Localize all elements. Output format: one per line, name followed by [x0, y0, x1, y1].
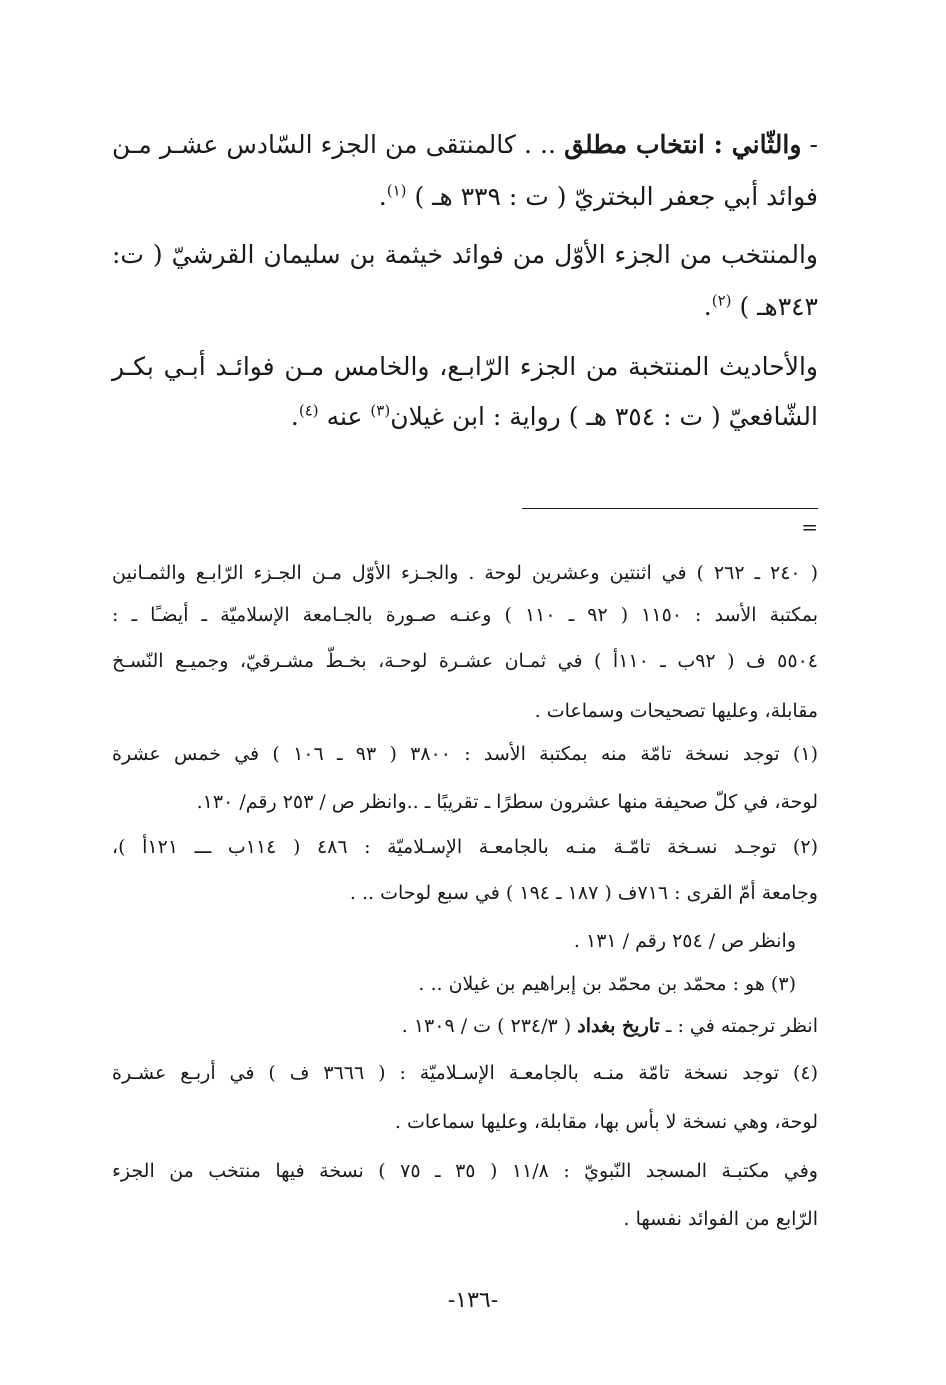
paragraph-1-line-2: فوائد أبي جعفر البختريّ ( ت : ٣٣٩ هـ ) $^{(١)}$. — [378, 181, 818, 211]
bold-heading: والثّاني : انتخاب مطلق — [564, 130, 802, 159]
footnote-1-line: لوحة، في كلّ صحيفة منها عشرون سطرًا ـ تقريبًا ـ ..وانظر ص / ٢٥٣ رقم/ ١٣٠. — [196, 791, 818, 813]
paragraph-2-line-2: ٣٤٣هـ ) $^{(٢)}$. — [703, 291, 818, 321]
footnote-4-line: الرّابع من الفوائد نفسها . — [623, 1208, 818, 1230]
footnote-marker: (١) — [386, 181, 407, 200]
footnote-carry-line: مقابلة، وعليها تصحيحات وسماعات . — [534, 700, 818, 722]
page-number: -١٣٦- — [447, 1288, 499, 1313]
paragraph-1-line-1: - والثّاني : انتخاب مطلق .. . كالمنتقى من الجزء السّادس عشـر مـن — [112, 130, 819, 159]
footnote-marker: (٣) — [370, 401, 391, 420]
footnote-2-line: (٢) توجـد نسـخة تامّـة منـه بالجامعـة الإسـلاميّة : ٤٨٦ ( ١١٤ب ـــ ١٢١أ )، — [112, 836, 818, 858]
paragraph-3-line-2: الشّافعيّ ( ت : ٣٥٤ هـ ) رواية : ابن غيلان$^{(٣)}$ عنه $^{(٤)}$. — [290, 401, 818, 431]
footnote-4-line: لوحة، وهي نسخة لا بأس بها، مقابلة، وعليها سماعات . — [394, 1111, 818, 1133]
footnote-2-line: وجامعة أمّ القرى : ٧١٦ف ( ١٨٧ ـ ١٩٤ ) في سبع لوحات .. . — [349, 882, 818, 904]
footnote-carry-line: ٥٥٠٤ ف ( ٩٢ب ـ ١١٠أ ) في ثمـان عشـرة لوحـة، بخـطّ مشـرقيّ، وجميـع النّسـخ — [112, 650, 818, 672]
footnote-4-line: (٤) توجد نسخة تامّة منـه بالجامعـة الإسـلاميّة : ( ٣٦٦٦ ف ) في أربـع عشـرة — [112, 1062, 819, 1084]
footnote-3-line: انظر ترجمته في : ـ تاريخ بغداد ( ٢٣٤/٣ ) ت / ١٣٠٩ . — [401, 1015, 818, 1037]
footnote-3-line: (٣) هو : محمّد بن محمّد بن إبراهيم بن غيلان .. . — [418, 973, 796, 995]
footnote-marker: (٤) — [298, 401, 319, 420]
continuation-mark: = — [801, 515, 818, 539]
paragraph-2-line-1: والمنتخب من الجزء الأوّل من فوائد خيثمة بن سليمان القرشيّ ( ت: — [112, 240, 818, 269]
footnote-carry-line: ( ٢٤٠ ـ ٢٦٢ ) في اثنتين وعشرين لوحة . والجـزء الأوّل مـن الجـزء الرّابـع والثمـانين — [112, 562, 818, 584]
footnote-4-line: وفي مكتبـة المسجد النّبويّ : ١١/٨ ( ٣٥ ـ ٧٥ ) نسخة فيها منتخب من الجزء — [112, 1160, 818, 1182]
footnote-2-line: وانظر ص / ٢٥٤ رقم / ١٣١ . — [573, 930, 796, 952]
footnote-marker: (٢) — [711, 291, 732, 310]
footnote-separator-line — [522, 508, 818, 509]
footnote-carry-line: بمكتبة الأسد : ١١٥٠ ( ٩٢ ـ ١١٠ ) وعنـه صـورة بالجـامعة الإسلاميّة ـ أيضـًا ـ : — [112, 604, 818, 626]
book-title: تاريخ بغداد — [577, 1015, 660, 1037]
footnote-1-line: (١) توجد نسخة تامّة منه بمكتبة الأسد : ٣٨٠٠ ( ٩٣ ـ ١٠٦ ) في خمس عشرة — [112, 743, 818, 765]
paragraph-3-line-1: والأحاديث المنتخبة من الجزء الرّابـع، والخامس مـن فوائـد أبـي بكـر — [112, 352, 818, 381]
